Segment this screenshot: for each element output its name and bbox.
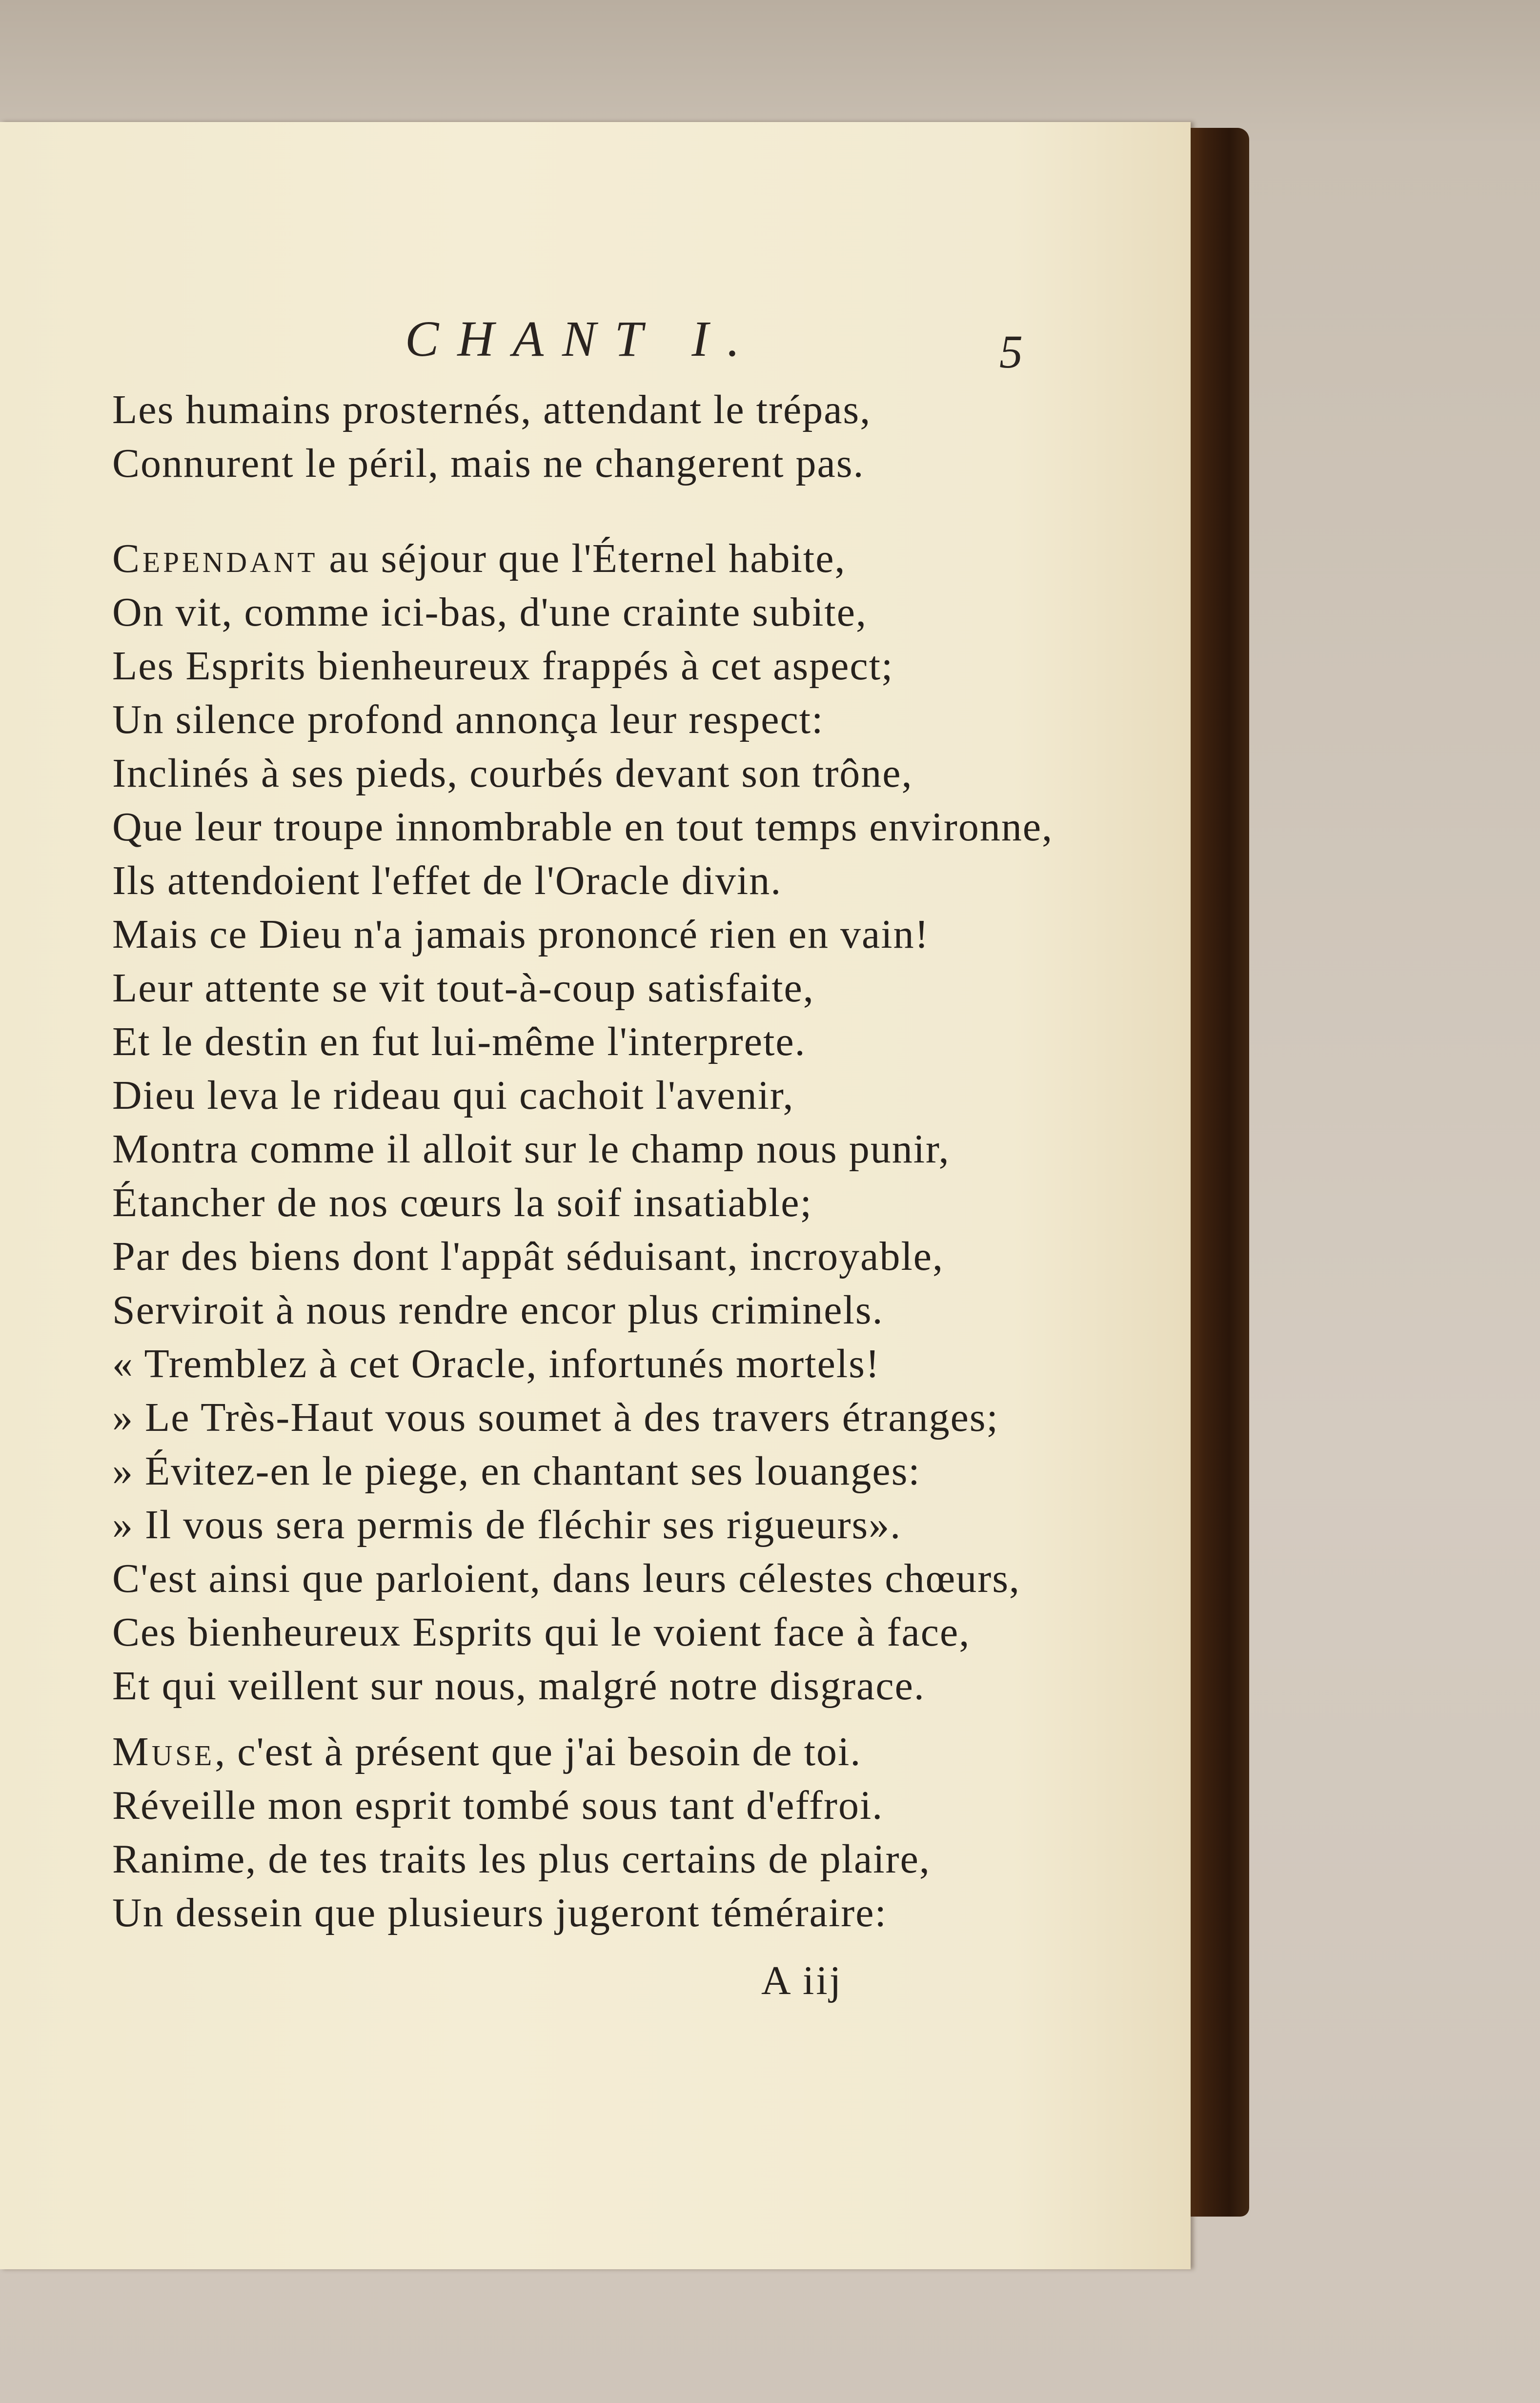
verse-line: Ranime, de tes traits les plus certains de plaire, — [112, 1836, 931, 1882]
stanza-3 — [112, 1725, 1069, 1940]
page-header — [0, 310, 1191, 378]
verse-line: Montra comme il alloit sur le champ nous punir, — [112, 1126, 950, 1172]
verse-line: On vit, comme ici-bas, d'une crainte subite, — [112, 590, 868, 635]
signature-mark: A iij — [761, 1958, 843, 2003]
verse-line: Par des biens dont l'appât séduisant, incroyable, — [112, 1234, 944, 1279]
verse-line: C'est ainsi que parloient, dans leurs célestes chœurs, — [112, 1556, 1021, 1601]
verse-line: Les humains prosternés, attendant le trépas, — [112, 387, 871, 432]
stanza-opening-word: Cependant — [112, 536, 318, 581]
book-page — [0, 122, 1191, 2269]
stanza-1 — [112, 383, 1069, 490]
verse-line: Et qui veillent sur nous, malgré notre disgrace. — [112, 1663, 925, 1709]
verse-line: Ils attendoient l'effet de l'Oracle divin. — [112, 858, 782, 903]
page-number: 5 — [999, 326, 1023, 378]
verse-line: Que leur troupe innombrable en tout temps environne, — [112, 804, 1054, 850]
verse-line: Dieu leva le rideau qui cachoit l'avenir, — [112, 1073, 794, 1118]
verse-line: « Tremblez à cet Oracle, infortunés mortels! — [112, 1341, 880, 1386]
verse-line: Mais ce Dieu n'a jamais prononcé rien en vain! — [112, 912, 930, 957]
verse-line: » Il vous sera permis de fléchir ses rigueurs». — [112, 1502, 902, 1548]
verse-line: Inclinés à ses pieds, courbés devant son trône, — [112, 751, 913, 796]
verse-line-first — [112, 532, 1069, 586]
verse-line: Réveille mon esprit tombé sous tant d'effroi. — [112, 1783, 884, 1828]
verse-line: Ces bienheureux Esprits qui le voient face à face, — [112, 1609, 971, 1655]
verse-line: Leur attente se vit tout-à-coup satisfaite, — [112, 965, 814, 1011]
verse-line: » Évitez-en le piege, en chantant ses louanges: — [112, 1448, 921, 1494]
verse-line: Un silence profond annonça leur respect: — [112, 697, 824, 742]
verse-line: Les Esprits bienheureux frappés à cet aspect; — [112, 643, 894, 689]
verse-line-first — [112, 1725, 1069, 1779]
stanza-opening-word: Muse — [112, 1729, 215, 1774]
verse-line: » Le Très-Haut vous soumet à des travers étranges; — [112, 1395, 999, 1440]
first-line-rest: au séjour que l'Éternel habite, — [318, 536, 846, 581]
verse-line: Serviroit à nous rendre encor plus criminels. — [112, 1287, 884, 1333]
verse-line: Connurent le péril, mais ne changerent pas. — [112, 441, 865, 486]
running-title: CHANT I. — [405, 311, 758, 367]
first-line-rest: , c'est à présent que j'ai besoin de toi. — [215, 1729, 862, 1774]
stanza-2 — [112, 532, 1069, 1713]
verse-line: Et le destin en fut lui-même l'interprete. — [112, 1019, 806, 1064]
verse-line: Étancher de nos cœurs la soif insatiable; — [112, 1180, 812, 1225]
verse-line: Un dessein que plusieurs jugeront téméraire: — [112, 1890, 887, 1935]
